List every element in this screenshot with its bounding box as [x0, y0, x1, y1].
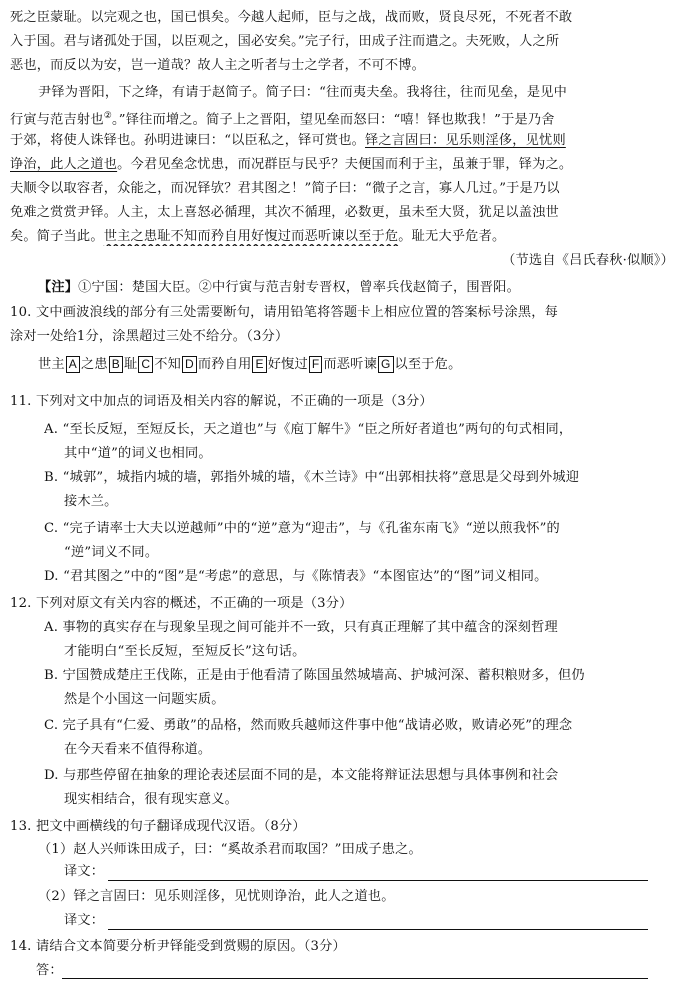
segment-text: 不知 — [154, 357, 182, 372]
option-box-g[interactable]: G — [378, 356, 394, 373]
passage-line — [10, 155, 680, 174]
question-13-sentence-2: （2）铎之言固曰：见乐则淫侈，见忧则诤治，此人之道也。 — [38, 889, 395, 904]
question-11-option-d: D. “君其图之”中的“图”是“考虑”的意思，与《陈情表》“本图宦达”的“图”词义相同。 — [44, 569, 548, 584]
option-box-d[interactable]: D — [182, 356, 197, 373]
notes-text: ①宁国：楚国大臣。②中行寅与范吉射专晋权，曾率兵伐赵简子，围晋阳。 — [78, 280, 520, 295]
question-11-option-c: C. “完子请率士大夫以逆越师”中的“逆”意为“迎击”，与《孔雀东南飞》“逆以煎我怀”的 — [44, 521, 560, 536]
segment-text: 好愎过 — [267, 357, 308, 372]
underlined-sentence: 铎之言固曰：见乐则淫侈，见忧则 — [365, 133, 566, 148]
passage-line — [10, 227, 680, 246]
question-12-stem: 12. 下列对原文有关内容的概述，不正确的一项是（3分） — [10, 596, 353, 611]
segment-text: 之患 — [81, 357, 108, 372]
option-box-a[interactable]: A — [66, 356, 80, 373]
option-box-c[interactable]: C — [138, 356, 153, 373]
option-box-e[interactable]: E — [252, 356, 266, 373]
segment-text: 而矜自用 — [197, 357, 252, 372]
question-11-option-b: 接木兰。 — [64, 494, 118, 509]
segment-text: 耻 — [124, 357, 138, 372]
passage-text: 。”铎往而增之。简子上之晋阳，望见垒而怒曰：“嘻！铎也欺我！”于是乃舍 — [112, 112, 555, 128]
question-12-option-a: A. 事物的真实存在与现象呈现之间可能并不一致，只有真正理解了其中蕴含的深刻哲理 — [44, 620, 558, 635]
segment-text: 以至于危。 — [394, 357, 462, 372]
question-12-option-b: 然是个小国这一问题实质。 — [64, 692, 225, 707]
passage-text: 。耻无大乎危者。 — [398, 229, 506, 244]
option-box-b[interactable]: B — [109, 356, 123, 373]
passage-text: 矣。简子当此。 — [10, 229, 104, 244]
question-12-option-d: D. 与那些停留在抽象的理论表述层面不同的是，本文能将辩证法思想与具体事例和社会 — [44, 768, 559, 783]
question-12-option-d: 现实相结合，很有现实意义。 — [64, 792, 239, 807]
question-12-option-c: C. 完子具有“仁爱、勇敢”的品格，然而败兵越师这件事中他“战请必败，败请必死”的理念 — [44, 718, 573, 733]
question-14-stem: 14. 请结合文本简要分析尹铎能受到赏赐的原因。（3分） — [10, 939, 346, 954]
wavy-underlined-sentence: 世主之患耻不知而矜自用好愎过而恶听谏以至于危 — [103, 229, 399, 244]
option-box-f[interactable]: F — [309, 356, 323, 373]
segment-text: 而恶听谏 — [323, 357, 377, 372]
answer-label: 答： — [36, 963, 63, 978]
segment-text: 世主 — [38, 357, 65, 372]
passage-line — [10, 131, 680, 150]
question-11-option-c: “逆”词义不同。 — [64, 545, 159, 560]
question-12-option-b: B. 宁国赞成楚庄王伐陈，正是由于他看清了陈国虽然城墙高、护城河深、蓄积粮财多，但仍 — [44, 668, 585, 683]
question-11-stem: 11. 下列对文中加点的词语及相关内容的解说，不正确的一项是（3分） — [10, 394, 433, 409]
footnote-mark: ② — [103, 111, 112, 121]
question-11-option-a: A. “至长反短，至短反长，天之道也”与《庖丁解牛》“臣之所好者道也”两句的句式相同， — [44, 422, 573, 437]
notes-label: 【注】 — [38, 280, 79, 295]
question-11-option-a: 其中“道”的词义也相同。 — [64, 446, 212, 461]
question-10-stem: 10. 文中画波浪线的部分有三处需要断句，请用铅笔将答题卡上相应位置的答案标号涂黑，每 — [10, 305, 559, 320]
question-10-stem: 涂对一处给1分，涂黑超过三处不给分。（3分） — [10, 329, 289, 344]
notes — [38, 278, 680, 297]
passage-line: 死之臣蒙耻。以完观之也，国已惧矣。今越人起师，臣与之战，战而败，贤良尽死，不死者不敢 — [10, 10, 573, 25]
answer-line[interactable] — [62, 978, 648, 979]
answer-label: 译文： — [64, 913, 105, 928]
source-citation: （节选自《吕氏春秋·似顺》） — [502, 253, 674, 268]
question-13-sentence-1: （1）赵人兴师诛田成子，曰：“奚故杀君而取国？”田成子患之。 — [38, 842, 422, 857]
passage-text: 于郊，将使人诛铎也。孙明进谏曰：“以臣私之，铎可赏也。 — [10, 133, 366, 148]
answer-line[interactable] — [108, 880, 648, 881]
answer-label: 译文： — [64, 864, 105, 879]
question-11-option-b: B. “城郭”，城指内城的墙，郭指外城的墙，《木兰诗》中“出郭相扶将”意思是父母到外城迎 — [44, 470, 580, 485]
passage-text: 行寅与范吉射也 — [10, 112, 104, 128]
passage-line: 尹铎为晋阳，下之绛，有请于赵简子。简子曰：“往而夷夫垒。我将往，往而见垒，是见中 — [38, 85, 568, 100]
answer-line[interactable] — [108, 929, 648, 930]
passage-line: 夫顺令以取容者，众能之，而况铎欤？君其图之！”简子曰：“微子之言，寡人几过。”于是乃以 — [10, 181, 560, 196]
question-12-option-c: 在今天看来不值得称道。 — [64, 742, 212, 757]
question-10-options — [38, 355, 680, 374]
passage-line: 入于国。君与诸孤处于国，以臣观之，国必安矣。”完子行，田成子注而遣之。夫死败，人之所 — [10, 34, 560, 49]
passage-line: 免难之赏赏尹铎。人主，太上喜怒必循理，其次不循理，必数更，虽未至大贤，犹足以盖浊世 — [10, 205, 559, 220]
question-12-option-a: 才能明白“至长反短，至短反长”这句话。 — [64, 644, 306, 659]
question-13-stem: 13. 把文中画横线的句子翻译成现代汉语。（8分） — [10, 819, 306, 834]
passage-line — [10, 107, 680, 129]
underlined-sentence: 诤治，此人之道也 — [10, 157, 118, 172]
passage-line: 恶也，而反以为安，岂一道哉？故人主之听者与士之学者，不可不博。 — [10, 58, 426, 73]
passage-text: 。今君见垒念忧患，而况群臣与民乎？夫便国而利于主，虽兼于罪，铎为之。 — [117, 157, 573, 172]
